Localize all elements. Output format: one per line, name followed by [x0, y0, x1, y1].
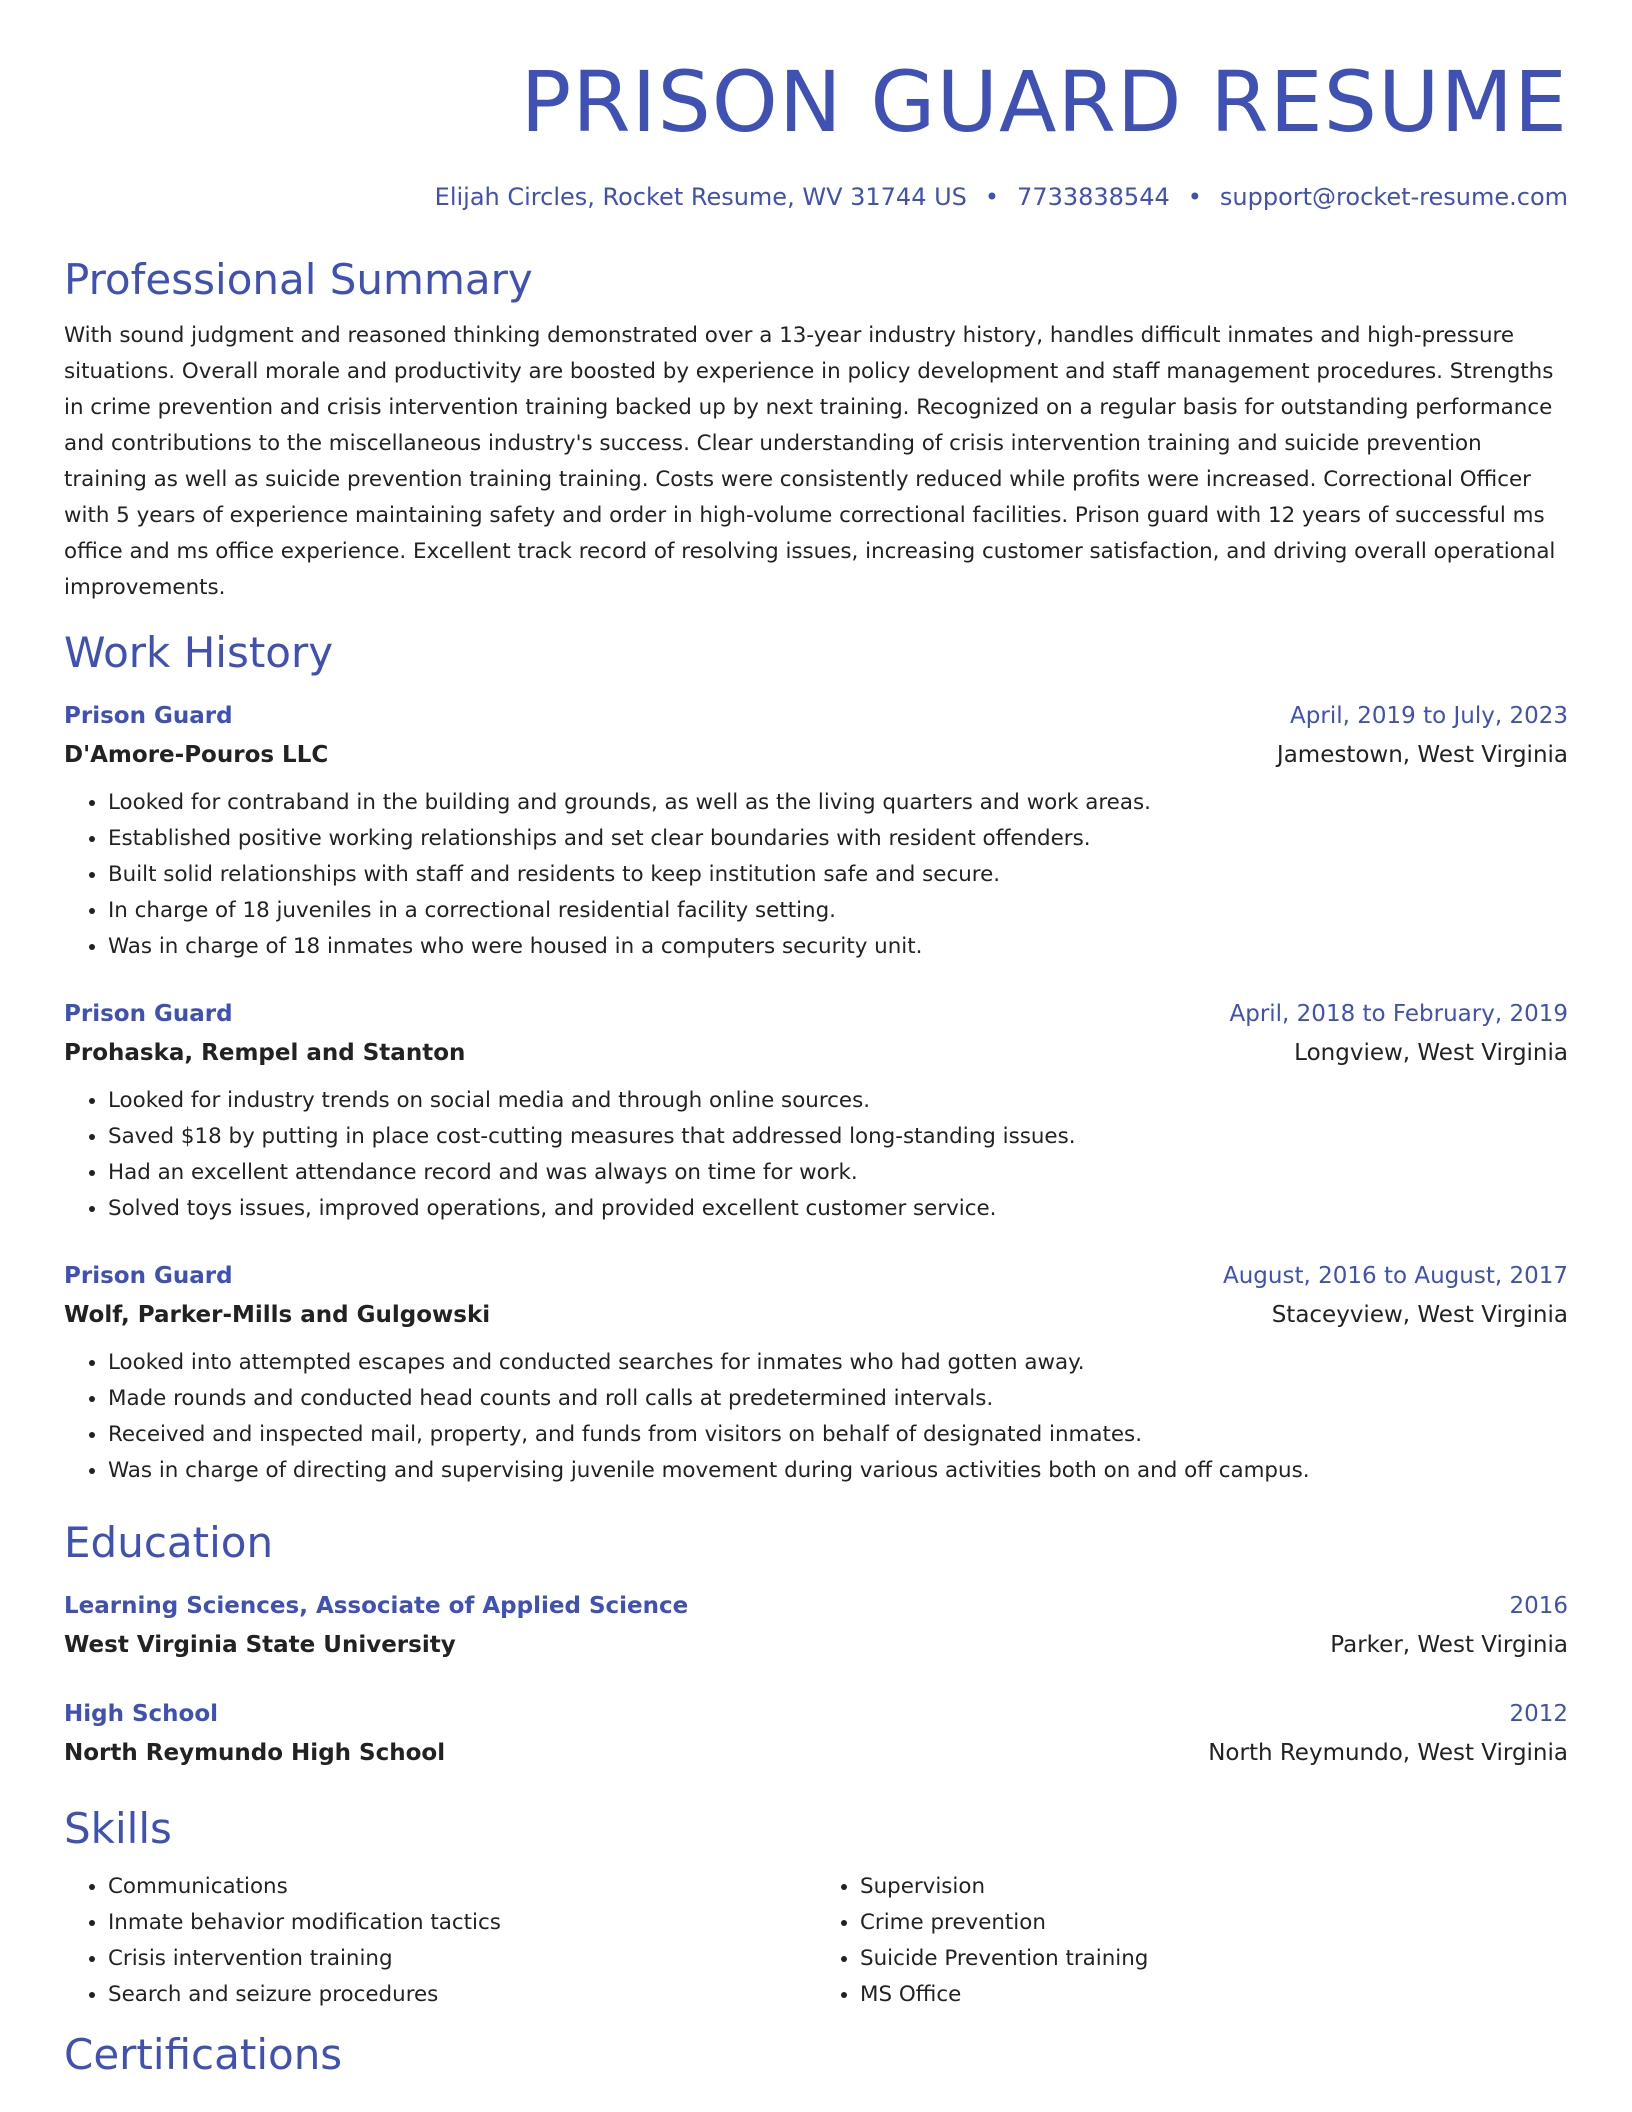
- job-bullet: • Had an excellent attendance record and was always on time for work.: [108, 1155, 1568, 1191]
- education-school: North Reymundo High School: [64, 1740, 446, 1767]
- summary-text: With sound judgment and reasoned thinking demonstrated over a 13-year industry history, handles difficult inmates and high-pressure situations. Overall morale and productivity are boosted by experience in policy development and staff management procedures. Strengths in crime prevention and crisis intervention training backed up by next training. Recognized on a regular basis for outstanding performance and contributions to the miscellaneous industry's success. Clear understanding of crisis intervention training and suicide prevention training as well as suicide prevention training training. Costs were consistently reduced while profits were increased. Correctional Officer with 5 years of experience maintaining safety and order in high-volume correctional facilities. Prison guard with 12 years of successful ms office and ms office experience. Excellent track record of resolving issues, increasing customer satisfaction, and driving overall operational improvements.: [64, 323, 1556, 600]
- job-bullet: • Was in charge of directing and supervising juvenile movement during various activities both on and off campus.: [108, 1453, 1568, 1489]
- education-year: 2012: [1509, 1701, 1568, 1728]
- job-role: Prison Guard: [64, 703, 233, 730]
- education-year: 2016: [1509, 1593, 1568, 1620]
- education-degree: High School: [64, 1701, 219, 1728]
- skill-item: • Suicide Prevention training: [860, 1941, 1568, 1977]
- job-bullets: [64, 785, 1568, 965]
- job-entry: [64, 995, 1568, 1227]
- job-entry: [64, 697, 1568, 965]
- skills-heading: Skills: [64, 1804, 172, 1854]
- resume-title: PRISON GUARD RESUME: [520, 53, 1568, 151]
- phone: 7733838544: [1017, 183, 1170, 211]
- education-school: West Virginia State University: [64, 1632, 456, 1659]
- skill-item: • Communications: [108, 1869, 816, 1905]
- skill-item: • MS Office: [860, 1977, 1568, 2013]
- job-bullet: • Looked for industry trends on social media and through online sources.: [108, 1083, 1568, 1119]
- job-bullet: • Was in charge of 18 inmates who were housed in a computers security unit.: [108, 929, 1568, 965]
- education-entry: [64, 1695, 1568, 1773]
- job-location: Staceyview, West Virginia: [1271, 1302, 1568, 1329]
- certifications-heading: Certifications: [64, 2030, 343, 2080]
- education-location: North Reymundo, West Virginia: [1208, 1740, 1568, 1767]
- job-bullets: [64, 1345, 1568, 1489]
- skill-item: • Crime prevention: [860, 1905, 1568, 1941]
- skills-list: [64, 1869, 1568, 2013]
- job-bullet: • Saved $18 by putting in place cost-cutting measures that addressed long-standing issues.: [108, 1119, 1568, 1155]
- address: Elijah Circles, Rocket Resume, WV 31744 US: [434, 183, 967, 211]
- education-heading: Education: [64, 1518, 274, 1568]
- email-link[interactable]: support@rocket-resume.com: [1219, 183, 1568, 211]
- job-bullet: • Looked for contraband in the building and grounds, as well as the living quarters and work areas.: [108, 785, 1568, 821]
- skill-item: • Search and seizure procedures: [108, 1977, 816, 2013]
- skill-item: • Supervision: [860, 1869, 1568, 1905]
- job-role: Prison Guard: [64, 1263, 233, 1290]
- work-history-heading: Work History: [64, 628, 334, 678]
- separator-dot: •: [1187, 183, 1202, 211]
- skills-column-left: [64, 1869, 816, 2013]
- skill-item: • Inmate behavior modification tactics: [108, 1905, 816, 1941]
- job-bullet: • Built solid relationships with staff and residents to keep institution safe and secure.: [108, 857, 1568, 893]
- summary-heading: Professional Summary: [64, 255, 533, 304]
- contact-line: [64, 180, 1568, 214]
- job-location: Jamestown, West Virginia: [1276, 742, 1568, 769]
- job-bullet: • Received and inspected mail, property, and funds from visitors on behalf of designated inmates.: [108, 1417, 1568, 1453]
- job-entry: [64, 1257, 1568, 1489]
- job-bullet: • In charge of 18 juveniles in a correctional residential facility setting.: [108, 893, 1568, 929]
- job-company: Wolf, Parker-Mills and Gulgowski: [64, 1302, 491, 1329]
- separator-dot: •: [984, 183, 1000, 211]
- skill-item: • Crisis intervention training: [108, 1941, 816, 1977]
- job-location: Longview, West Virginia: [1294, 1040, 1568, 1067]
- job-company: Prohaska, Rempel and Stanton: [64, 1040, 466, 1067]
- education-location: Parker, West Virginia: [1330, 1632, 1568, 1659]
- job-dates: August, 2016 to August, 2017: [1223, 1263, 1568, 1290]
- job-bullet: • Established positive working relationships and set clear boundaries with resident offenders.: [108, 821, 1568, 857]
- skills-column-right: [816, 1869, 1568, 2013]
- job-role: Prison Guard: [64, 1001, 233, 1028]
- resume-header: [64, 0, 1568, 214]
- job-bullet: • Looked into attempted escapes and conducted searches for inmates who had gotten away.: [108, 1345, 1568, 1381]
- job-dates: April, 2018 to February, 2019: [1229, 1001, 1568, 1028]
- job-dates: April, 2019 to July, 2023: [1290, 703, 1568, 730]
- job-company: D'Amore-Pouros LLC: [64, 742, 329, 769]
- education-degree: Learning Sciences, Associate of Applied Science: [64, 1593, 689, 1620]
- job-bullet: • Solved toys issues, improved operations, and provided excellent customer service.: [108, 1191, 1568, 1227]
- job-bullets: [64, 1083, 1568, 1227]
- education-entry: [64, 1587, 1568, 1665]
- job-bullet: • Made rounds and conducted head counts and roll calls at predetermined intervals.: [108, 1381, 1568, 1417]
